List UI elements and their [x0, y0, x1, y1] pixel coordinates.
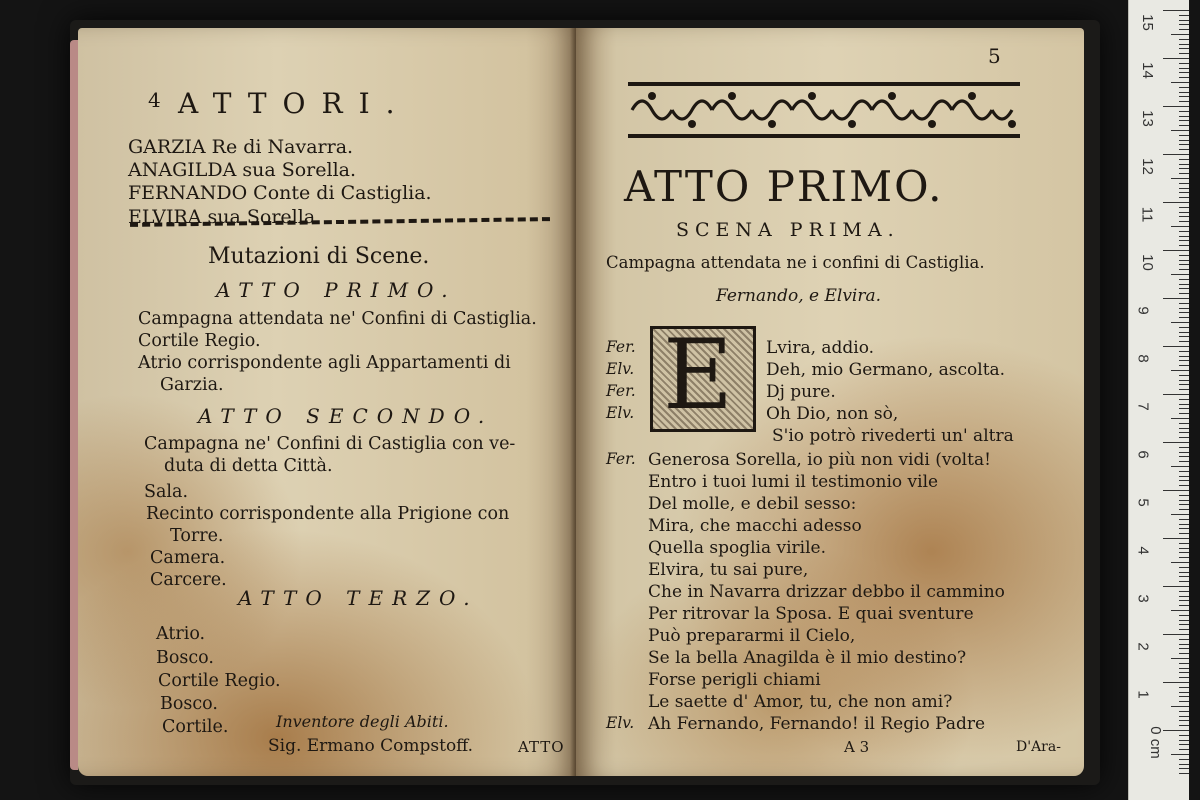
ruler-tick	[1179, 672, 1189, 673]
ruler-tick	[1179, 648, 1189, 649]
ruler-tick	[1179, 15, 1189, 16]
ruler-tick	[1179, 548, 1189, 549]
ruler-tick	[1179, 173, 1189, 174]
act-heading: ATTO TERZO.	[238, 586, 479, 610]
verse-line: Per ritrovar la Sposa. E quai sventure	[648, 604, 974, 624]
ruler-tick	[1179, 720, 1189, 721]
ruler-tick	[1179, 269, 1189, 270]
scene-line: Recinto corrispondente alla Prigione con	[146, 504, 510, 524]
ruler-tick	[1171, 514, 1189, 515]
scene-line: Bosco.	[156, 648, 214, 668]
signature-mark: A 3	[844, 738, 870, 756]
ruler-tick	[1179, 644, 1189, 645]
act-title: ATTO PRIMO.	[624, 162, 944, 211]
ruler-number: 15	[1138, 14, 1156, 31]
ruler-tick	[1179, 432, 1189, 433]
ruler-tick	[1179, 389, 1189, 390]
left-page	[78, 28, 576, 776]
ruler-tick	[1179, 735, 1189, 736]
ruler-tick	[1179, 423, 1189, 424]
ruler-tick	[1179, 744, 1189, 745]
ruler-tick	[1179, 428, 1189, 429]
ruler-tick	[1163, 10, 1189, 11]
verse-line: Oh Dio, non sò,	[766, 404, 899, 424]
ruler-tick	[1163, 298, 1189, 299]
ruler-tick	[1179, 519, 1189, 520]
act-heading: ATTO PRIMO.	[216, 278, 457, 302]
ruler-tick	[1179, 552, 1189, 553]
verse-line: Quella spoglia virile.	[648, 538, 827, 558]
ruler-tick	[1179, 159, 1189, 160]
ruler-tick	[1179, 212, 1189, 213]
ruler-tick	[1179, 260, 1189, 261]
ruler-tick	[1179, 192, 1189, 193]
verse-line: Lvira, addio.	[766, 338, 875, 358]
credit-name: Sig. Ermano Compstoff.	[268, 736, 474, 756]
ruler-tick	[1179, 596, 1189, 597]
ruler-tick	[1163, 106, 1189, 107]
ruler-tick	[1171, 370, 1189, 371]
ruler-number: 14	[1138, 62, 1156, 79]
ruler-tick	[1179, 629, 1189, 630]
ruler-tick	[1179, 63, 1189, 64]
scene-line: Atrio.	[156, 624, 206, 644]
ruler-tick	[1179, 149, 1189, 150]
page-number: 5	[988, 44, 1001, 68]
verse-line: Può prepararmi il Cielo,	[648, 626, 856, 646]
scenes-heading: Mutazioni di Scene.	[208, 244, 430, 269]
ruler-tick	[1179, 39, 1189, 40]
ruler-tick	[1179, 399, 1189, 400]
scene-title: SCENA PRIMA.	[676, 219, 900, 241]
ruler-tick	[1179, 408, 1189, 409]
ruler-tick	[1163, 490, 1189, 491]
ruler-number: 4	[1134, 546, 1152, 555]
ruler-tick	[1179, 240, 1189, 241]
speaker: Elv.	[606, 404, 635, 422]
ruler-tick	[1179, 461, 1189, 462]
ruler-tick	[1171, 178, 1189, 179]
ruler-tick	[1179, 29, 1189, 30]
ruler-tick	[1179, 164, 1189, 165]
cast-item: ANAGILDA sua Sorella.	[128, 159, 357, 181]
credit-role: Inventore degli Abiti.	[276, 712, 449, 731]
ruler-tick	[1179, 581, 1189, 582]
scene-line: Camera.	[150, 548, 226, 568]
ruler-tick	[1163, 634, 1189, 635]
ruler-tick	[1179, 183, 1189, 184]
ruler-tick	[1179, 312, 1189, 313]
ruler-tick	[1179, 663, 1189, 664]
ruler-tick	[1179, 692, 1189, 693]
verse-line: Generosa Sorella, io più non vidi (volta!	[648, 450, 991, 470]
right-page	[576, 28, 1084, 776]
ruler-tick	[1179, 303, 1189, 304]
ruler-number: 1	[1134, 690, 1152, 699]
scene-characters: Fernando, e Elvira.	[716, 286, 882, 306]
ruler-tick	[1179, 687, 1189, 688]
ruler-tick	[1179, 384, 1189, 385]
act-heading: ATTO SECONDO.	[198, 404, 494, 428]
verse-line: Dj pure.	[766, 382, 836, 402]
ruler-tick	[1179, 20, 1189, 21]
ruler-tick	[1179, 572, 1189, 573]
scene-line: Bosco.	[160, 694, 218, 714]
ruler-tick	[1179, 317, 1189, 318]
ruler-tick	[1179, 356, 1189, 357]
ruler-tick	[1179, 600, 1189, 601]
ruler-tick	[1179, 495, 1189, 496]
ruler-number: 0 cm	[1146, 726, 1164, 759]
ruler-tick	[1179, 375, 1189, 376]
ruler-tick	[1179, 740, 1189, 741]
ruler-tick	[1179, 327, 1189, 328]
scene-line: Torre.	[170, 526, 224, 546]
verse-line: Se la bella Anagilda è il mio destino?	[648, 648, 967, 668]
ruler-tick	[1179, 96, 1189, 97]
ruler-tick	[1179, 24, 1189, 25]
ruler-tick	[1179, 471, 1189, 472]
scene-line: Garzia.	[160, 375, 224, 395]
ruler-tick	[1179, 543, 1189, 544]
ruler-number: 12	[1138, 158, 1156, 175]
ruler-tick	[1179, 668, 1189, 669]
ruler-tick	[1179, 111, 1189, 112]
ruler-tick	[1163, 154, 1189, 155]
ruler-tick	[1163, 250, 1189, 251]
ruler-tick	[1179, 365, 1189, 366]
measuring-ruler	[1128, 0, 1189, 800]
ruler-tick	[1171, 706, 1189, 707]
ruler-number: 7	[1134, 402, 1152, 411]
ruler-tick	[1179, 716, 1189, 717]
ruler-tick	[1163, 394, 1189, 395]
ruler-tick	[1179, 231, 1189, 232]
ruler-tick	[1179, 92, 1189, 93]
ruler-tick	[1171, 274, 1189, 275]
verse-line: Le saette d' Amor, tu, che non ami?	[648, 692, 953, 712]
ruler-tick	[1179, 711, 1189, 712]
ruler-tick	[1171, 658, 1189, 659]
speaker: Elv.	[606, 360, 635, 378]
scene-line: Cortile Regio.	[158, 671, 281, 691]
ruler-tick	[1179, 591, 1189, 592]
page-number: 4	[148, 88, 161, 112]
ruler-tick	[1179, 404, 1189, 405]
verse-line: Del molle, e debil sesso:	[648, 494, 857, 514]
ruler-tick	[1179, 279, 1189, 280]
ruler-tick	[1179, 639, 1189, 640]
ruler-tick	[1179, 452, 1189, 453]
ruler-number: 10	[1138, 254, 1156, 271]
ruler-tick	[1179, 135, 1189, 136]
ruler-tick	[1171, 130, 1189, 131]
ruler-tick	[1179, 528, 1189, 529]
speaker: Elv.	[606, 714, 635, 732]
ruler-tick	[1179, 624, 1189, 625]
verse-line: Che in Navarra drizzar debbo il cammino	[648, 582, 1005, 602]
ruler-tick	[1163, 730, 1189, 731]
ruler-tick	[1179, 360, 1189, 361]
ruler-tick	[1179, 264, 1189, 265]
ruler-tick	[1171, 562, 1189, 563]
ruler-tick	[1179, 533, 1189, 534]
ruler-tick	[1179, 437, 1189, 438]
ornament-band	[624, 78, 1024, 142]
ruler-tick	[1179, 500, 1189, 501]
ruler-tick	[1179, 773, 1189, 774]
speaker: Fer.	[606, 450, 636, 468]
ruler-tick	[1179, 188, 1189, 189]
ruler-tick	[1179, 653, 1189, 654]
ruler-tick	[1163, 202, 1189, 203]
scene-line: Campagna ne' Confini di Castiglia con ve-	[144, 434, 516, 454]
ruler-tick	[1179, 255, 1189, 256]
scene-line: Atrio corrispondente agli Appartamenti di	[138, 353, 511, 373]
ruler-tick	[1171, 418, 1189, 419]
ruler-tick	[1179, 576, 1189, 577]
ruler-tick	[1179, 413, 1189, 414]
ruler-tick	[1179, 677, 1189, 678]
scene-line: duta di detta Città.	[164, 456, 333, 476]
ruler-tick	[1179, 351, 1189, 352]
cast-item: ELVIRA sua Sorella.	[128, 206, 322, 228]
ruler-tick	[1179, 749, 1189, 750]
ruler-tick	[1179, 768, 1189, 769]
ruler-tick	[1179, 341, 1189, 342]
ruler-tick	[1171, 322, 1189, 323]
ruler-tick	[1179, 44, 1189, 45]
ruler-tick	[1179, 77, 1189, 78]
verse-line: Entro i tuoi lumi il testimonio vile	[648, 472, 939, 492]
cast-heading: ATTORI.	[178, 87, 411, 120]
ruler-tick	[1179, 615, 1189, 616]
verse-line: Forse perigli chiami	[648, 670, 821, 690]
ruler-tick	[1179, 116, 1189, 117]
speaker: Fer.	[606, 382, 636, 400]
verse-line: Mira, che macchi adesso	[648, 516, 862, 536]
ruler-tick	[1179, 288, 1189, 289]
ruler-tick	[1179, 696, 1189, 697]
ruler-tick	[1171, 754, 1189, 755]
scene-line: Cortile Regio.	[138, 331, 261, 351]
ruler-tick	[1179, 207, 1189, 208]
scene-line: Carcere.	[150, 570, 227, 590]
ruler-tick	[1179, 456, 1189, 457]
ruler-tick	[1179, 485, 1189, 486]
verse-line: Elvira, tu sai pure,	[648, 560, 809, 580]
ruler-tick	[1163, 58, 1189, 59]
ruler-number: 11	[1138, 206, 1156, 223]
ruler-tick	[1163, 442, 1189, 443]
verse-line: S'io potrò rivederti un' altra	[772, 426, 1014, 446]
verse-line: Ah Fernando, Fernando! il Regio Padre	[648, 714, 986, 734]
ruler-tick	[1179, 557, 1189, 558]
ruler-tick	[1179, 524, 1189, 525]
scene-setting: Campagna attendata ne i confini di Castiglia.	[606, 253, 985, 272]
ruler-tick	[1179, 101, 1189, 102]
ruler-tick	[1179, 140, 1189, 141]
ruler-tick	[1179, 336, 1189, 337]
ruler-number: 2	[1134, 642, 1152, 651]
ruler-tick	[1163, 682, 1189, 683]
ruler-tick	[1179, 504, 1189, 505]
ruler-tick	[1179, 236, 1189, 237]
ruler-tick	[1163, 586, 1189, 587]
drop-cap-box	[650, 319, 756, 432]
ruler-tick	[1163, 346, 1189, 347]
ruler-tick	[1179, 221, 1189, 222]
ruler-tick	[1171, 610, 1189, 611]
ruler-tick	[1179, 759, 1189, 760]
ruler-number: 6	[1134, 450, 1152, 459]
ruler-tick	[1179, 53, 1189, 54]
ruler-tick	[1179, 332, 1189, 333]
catchword: D'Ara-	[1016, 739, 1061, 755]
open-book	[70, 20, 1100, 785]
book-cover-edge	[70, 40, 78, 770]
ruler-tick	[1179, 168, 1189, 169]
ruler-tick	[1179, 480, 1189, 481]
ruler-number: 9	[1134, 306, 1152, 315]
speaker: Fer.	[606, 338, 636, 356]
ruler-tick	[1179, 764, 1189, 765]
ruler-tick	[1179, 216, 1189, 217]
ruler-tick	[1179, 87, 1189, 88]
ruler-tick	[1171, 466, 1189, 467]
ruler-tick	[1179, 144, 1189, 145]
ruler-tick	[1179, 476, 1189, 477]
ruler-tick	[1179, 293, 1189, 294]
ruler-number: 8	[1134, 354, 1152, 363]
catchword: ATTO	[518, 738, 565, 756]
scene-line: Sala.	[144, 482, 189, 502]
ruler-number: 5	[1134, 498, 1152, 507]
verse-line: Deh, mio Germano, ascolta.	[766, 360, 1006, 380]
ruler-tick	[1179, 701, 1189, 702]
ruler-tick	[1179, 509, 1189, 510]
ruler-tick	[1171, 34, 1189, 35]
ruler-tick	[1163, 538, 1189, 539]
ruler-tick	[1179, 567, 1189, 568]
ruler-tick	[1179, 125, 1189, 126]
ruler-tick	[1179, 197, 1189, 198]
cast-item: GARZIA Re di Navarra.	[128, 136, 354, 158]
ruler-tick	[1179, 68, 1189, 69]
ruler-tick	[1179, 308, 1189, 309]
ruler-tick	[1179, 245, 1189, 246]
ruler-number: 13	[1138, 110, 1156, 127]
ruler-tick	[1179, 725, 1189, 726]
ruler-tick	[1179, 605, 1189, 606]
cast-item: FERNANDO Conte di Castiglia.	[128, 182, 432, 204]
ruler-tick	[1179, 380, 1189, 381]
ruler-tick	[1179, 48, 1189, 49]
ruler-tick	[1179, 284, 1189, 285]
drop-cap-letter: E	[663, 319, 734, 431]
ruler-tick	[1171, 82, 1189, 83]
ruler-tick	[1179, 72, 1189, 73]
ruler-tick	[1179, 620, 1189, 621]
ruler-tick	[1179, 120, 1189, 121]
scene-line: Cortile.	[162, 717, 229, 737]
ruler-tick	[1179, 447, 1189, 448]
scene-line: Campagna attendata ne' Confini di Castiglia.	[138, 309, 537, 329]
ruler-tick	[1171, 226, 1189, 227]
ruler-number: 3	[1134, 594, 1152, 603]
